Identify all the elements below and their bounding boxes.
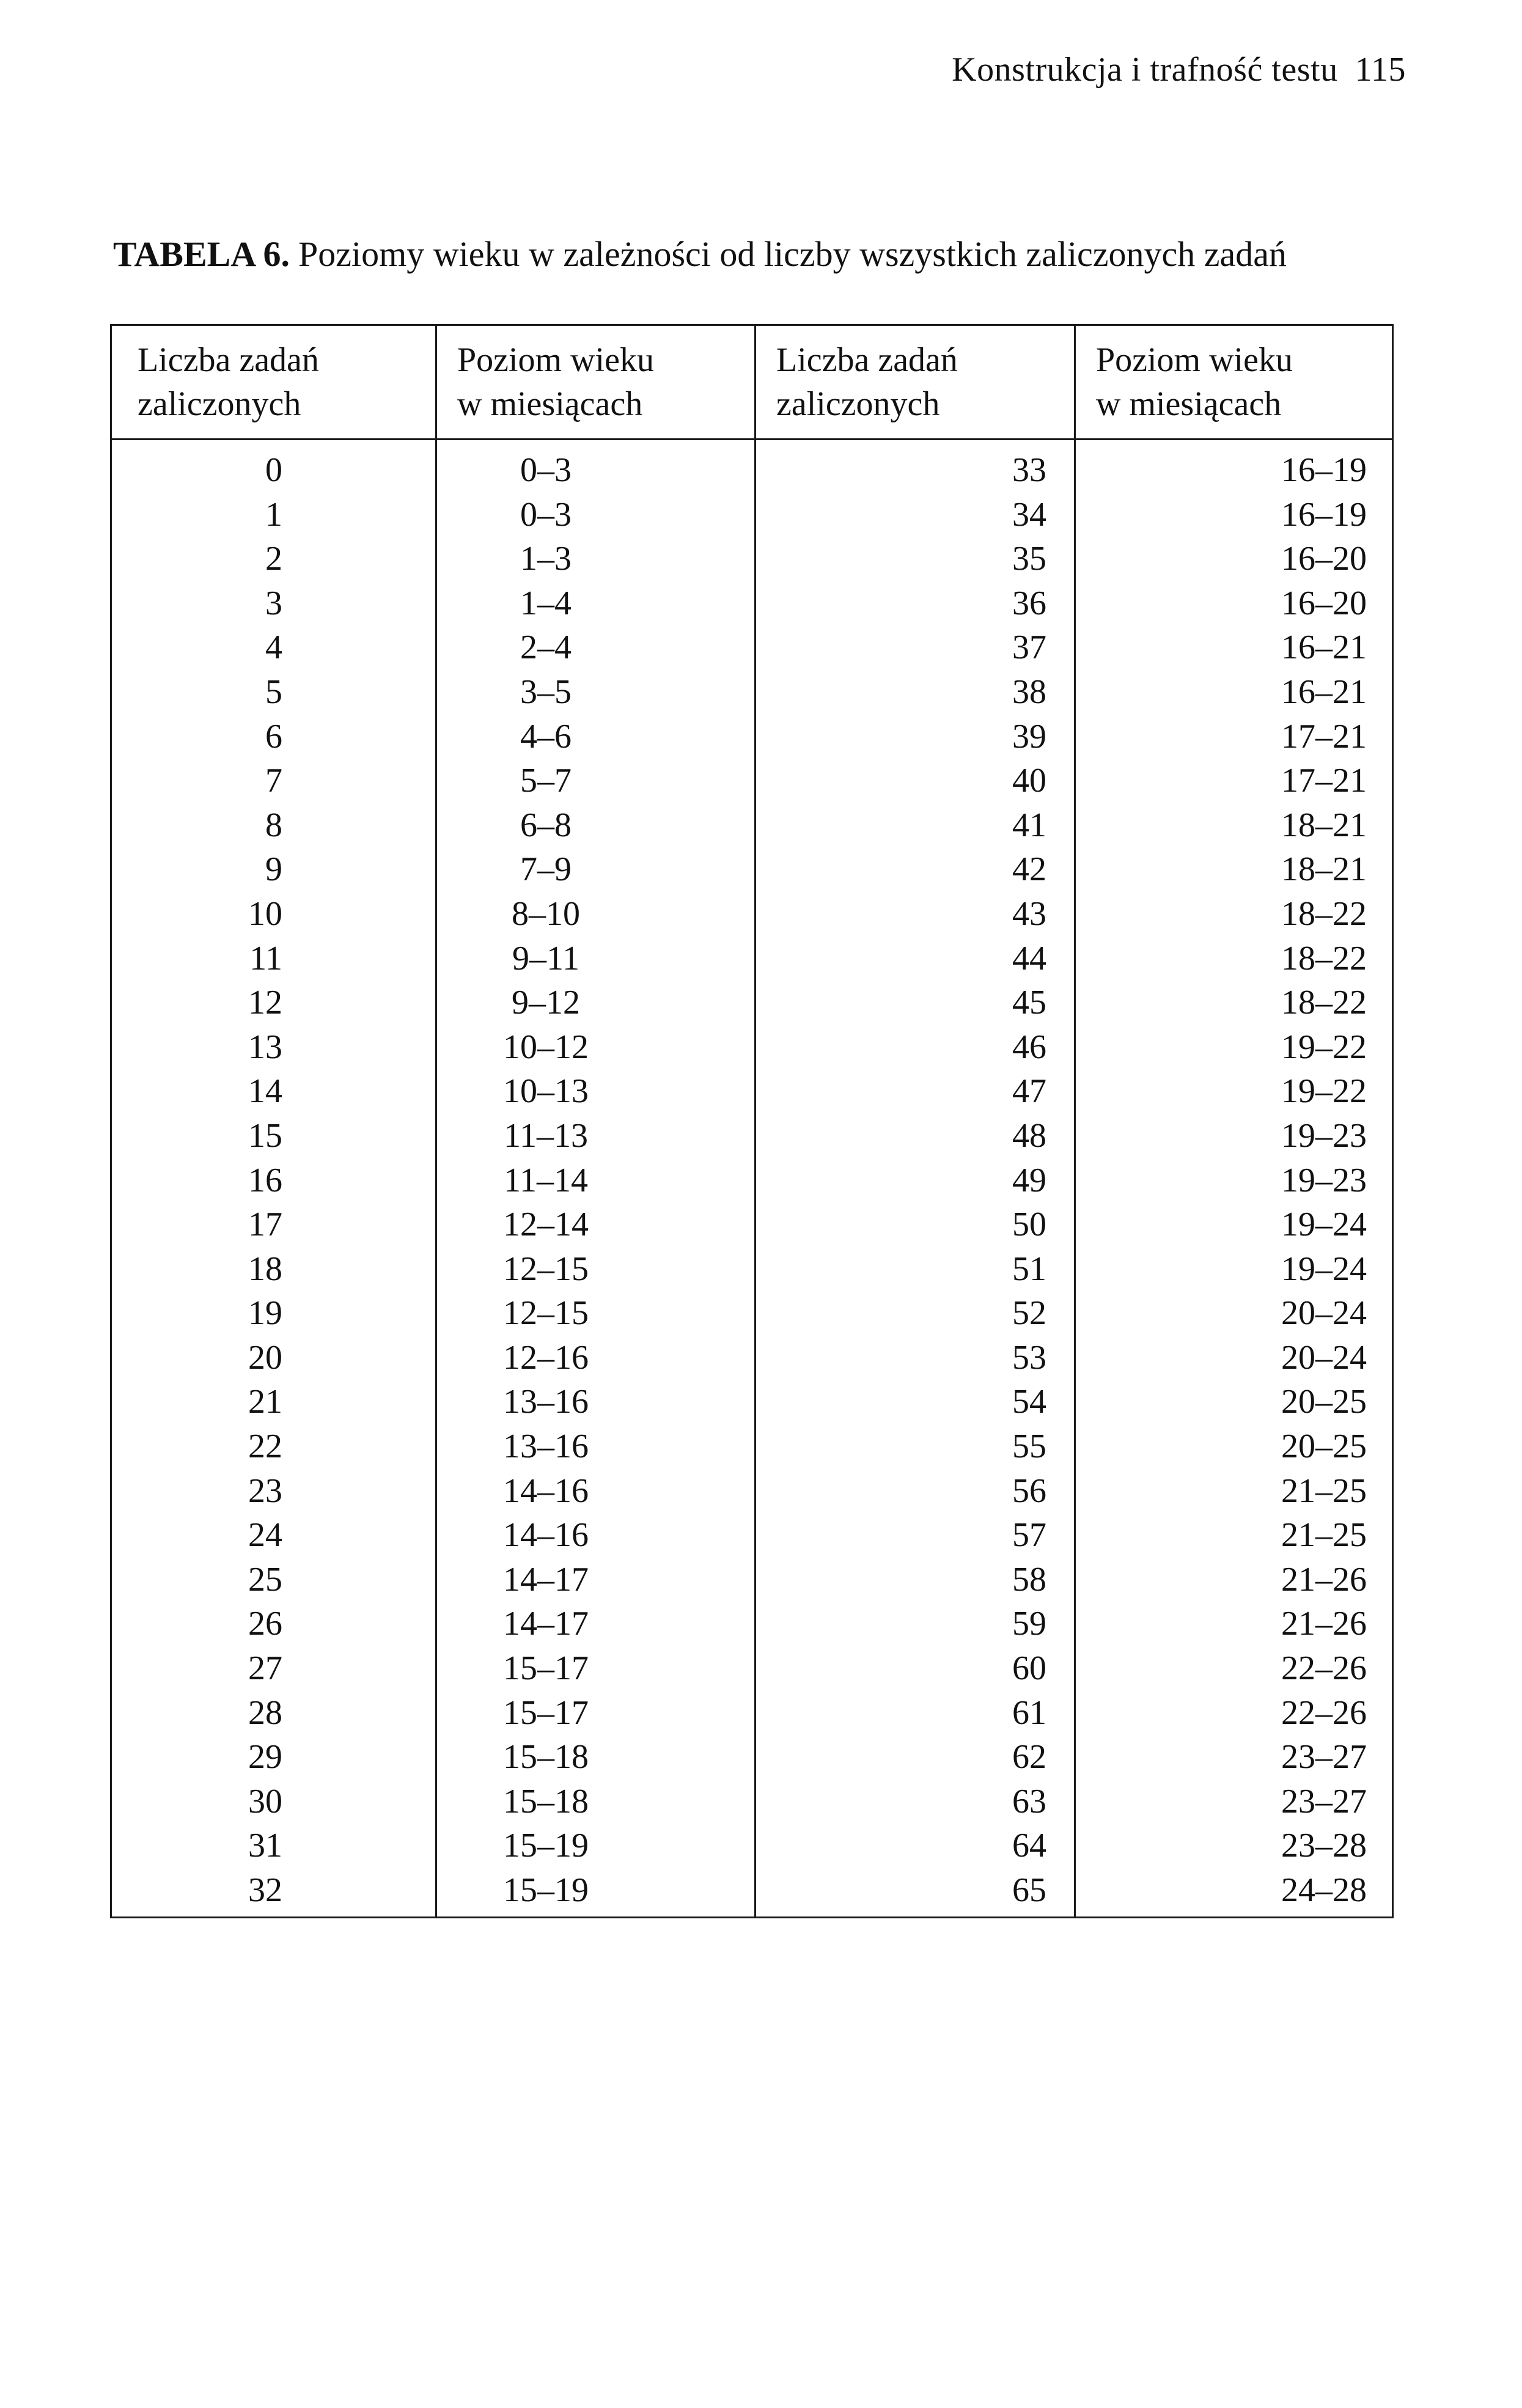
age-level-cell: 20–25	[1281, 1383, 1367, 1421]
tasks-passed-cell: 35	[1012, 540, 1046, 578]
table-row	[112, 759, 1392, 803]
age-level-cell: 19–22	[1281, 1028, 1367, 1066]
tasks-passed-cell: 15	[248, 1116, 282, 1155]
age-level-cell: 13–16	[503, 1427, 589, 1466]
header-tasks-passed-left	[138, 338, 319, 426]
table-row	[112, 493, 1392, 537]
table-row	[112, 1602, 1392, 1646]
age-level-cell: 22–26	[1281, 1649, 1367, 1688]
age-level-cell: 15–17	[503, 1649, 589, 1688]
tasks-passed-cell: 56	[1012, 1471, 1046, 1510]
tasks-passed-cell: 23	[248, 1471, 282, 1510]
tasks-passed-cell: 41	[1012, 806, 1046, 844]
header-line: Poziom wieku	[457, 341, 654, 379]
tasks-passed-cell: 33	[1012, 451, 1046, 489]
age-level-cell: 19–23	[1281, 1161, 1367, 1199]
age-level-cell: 12–15	[503, 1294, 589, 1333]
page-number: 115	[1355, 51, 1406, 89]
age-level-cell: 14–17	[503, 1560, 589, 1599]
age-level-cell: 15–18	[503, 1738, 589, 1777]
tasks-passed-cell: 10	[248, 894, 282, 933]
tasks-passed-cell: 45	[1012, 984, 1046, 1022]
table-caption-text: Poziomy wieku w zależności od liczby wszystkich zaliczonych zadań	[298, 234, 1287, 274]
header-line: Liczba zadań	[776, 341, 958, 379]
tasks-passed-cell: 11	[249, 939, 282, 978]
age-level-cell: 19–22	[1281, 1072, 1367, 1111]
table-row	[112, 1025, 1392, 1070]
tasks-passed-cell: 6	[265, 717, 282, 756]
table-row	[112, 847, 1392, 892]
tasks-passed-cell: 14	[248, 1072, 282, 1111]
tasks-passed-cell: 39	[1012, 717, 1046, 756]
header-rule	[112, 438, 1392, 440]
tasks-passed-cell: 49	[1012, 1161, 1046, 1199]
tasks-passed-cell: 46	[1012, 1028, 1046, 1066]
age-level-cell: 9–11	[512, 939, 579, 978]
header-tasks-passed-right	[776, 338, 958, 426]
tasks-passed-cell: 64	[1012, 1827, 1046, 1865]
tasks-passed-cell: 60	[1012, 1649, 1046, 1688]
age-level-cell: 18–22	[1281, 939, 1367, 978]
tasks-passed-cell: 44	[1012, 939, 1046, 978]
age-level-cell: 18–22	[1281, 894, 1367, 933]
age-level-cell: 16–19	[1281, 495, 1367, 534]
age-level-cell: 14–16	[503, 1516, 589, 1555]
age-level-cell: 2–4	[520, 628, 572, 667]
tasks-passed-cell: 8	[265, 806, 282, 844]
tasks-passed-cell: 13	[248, 1028, 282, 1066]
age-level-cell: 20–25	[1281, 1427, 1367, 1466]
table-row	[112, 1158, 1392, 1203]
age-level-cell: 18–21	[1281, 806, 1367, 844]
age-level-cell: 23–28	[1281, 1827, 1367, 1865]
age-level-cell: 9–12	[512, 984, 580, 1022]
tasks-passed-cell: 54	[1012, 1383, 1046, 1421]
table-row	[112, 1691, 1392, 1736]
table-row	[112, 1114, 1392, 1158]
tasks-passed-cell: 16	[248, 1161, 282, 1199]
tasks-passed-cell: 26	[248, 1605, 282, 1643]
table-row	[112, 1868, 1392, 1913]
table-row	[112, 581, 1392, 626]
age-level-cell: 16–20	[1281, 540, 1367, 578]
tasks-passed-cell: 24	[248, 1516, 282, 1555]
tasks-passed-cell: 7	[265, 762, 282, 800]
tasks-passed-cell: 65	[1012, 1871, 1046, 1909]
tasks-passed-cell: 50	[1012, 1206, 1046, 1244]
tasks-passed-cell: 19	[248, 1294, 282, 1333]
age-level-cell: 7–9	[520, 850, 572, 889]
age-level-cell: 13–16	[503, 1383, 589, 1421]
tasks-passed-cell: 47	[1012, 1072, 1046, 1111]
age-level-cell: 5–7	[520, 762, 572, 800]
tasks-passed-cell: 25	[248, 1560, 282, 1599]
age-level-cell: 11–13	[504, 1116, 588, 1155]
table-row	[112, 1558, 1392, 1602]
age-level-cell: 17–21	[1281, 762, 1367, 800]
age-level-cell: 20–24	[1281, 1338, 1367, 1377]
table-row	[112, 448, 1392, 493]
table-row	[112, 715, 1392, 759]
header-line: Liczba zadań	[138, 341, 319, 379]
age-level-cell: 12–16	[503, 1338, 589, 1377]
age-level-cell: 1–3	[520, 540, 572, 578]
age-level-cell: 8–10	[512, 894, 580, 933]
age-level-cell: 23–27	[1281, 1782, 1367, 1821]
age-level-cell: 23–27	[1281, 1738, 1367, 1777]
tasks-passed-cell: 61	[1012, 1693, 1046, 1732]
tasks-passed-cell: 37	[1012, 628, 1046, 667]
age-level-cell: 16–21	[1281, 628, 1367, 667]
tasks-passed-cell: 28	[248, 1693, 282, 1732]
age-level-cell: 20–24	[1281, 1294, 1367, 1333]
header-line: w miesiącach	[1096, 385, 1282, 423]
tasks-passed-cell: 12	[248, 984, 282, 1022]
age-level-cell: 6–8	[520, 806, 572, 844]
age-level-cell: 18–21	[1281, 850, 1367, 889]
age-level-cell: 24–28	[1281, 1871, 1367, 1909]
table-row	[112, 1824, 1392, 1868]
tasks-passed-cell: 32	[248, 1871, 282, 1909]
table-row	[112, 1247, 1392, 1292]
table-row	[112, 1469, 1392, 1514]
header-age-level-right	[1096, 338, 1293, 426]
age-level-cell: 0–3	[520, 495, 572, 534]
age-level-cell: 15–19	[503, 1827, 589, 1865]
tasks-passed-cell: 55	[1012, 1427, 1046, 1466]
tasks-passed-cell: 20	[248, 1338, 282, 1377]
age-level-cell: 19–24	[1281, 1206, 1367, 1244]
age-level-cell: 10–12	[503, 1028, 589, 1066]
tasks-passed-cell: 29	[248, 1738, 282, 1777]
tasks-passed-cell: 31	[248, 1827, 282, 1865]
tasks-passed-cell: 3	[265, 584, 282, 622]
age-level-cell: 15–19	[503, 1871, 589, 1909]
tasks-passed-cell: 5	[265, 672, 282, 711]
age-level-cell: 15–17	[503, 1693, 589, 1732]
tasks-passed-cell: 43	[1012, 894, 1046, 933]
age-level-cell: 1–4	[520, 584, 572, 622]
age-level-cell: 4–6	[520, 717, 572, 756]
tasks-passed-cell: 27	[248, 1649, 282, 1688]
tasks-passed-cell: 21	[248, 1383, 282, 1421]
table-row	[112, 1336, 1392, 1380]
table-row	[112, 1424, 1392, 1469]
tasks-passed-cell: 40	[1012, 762, 1046, 800]
tasks-passed-cell: 36	[1012, 584, 1046, 622]
tasks-passed-cell: 63	[1012, 1782, 1046, 1821]
age-level-cell: 15–18	[503, 1782, 589, 1821]
table-body	[112, 448, 1392, 1913]
table-caption-label: TABELA 6.	[113, 234, 290, 274]
age-level-cell: 17–21	[1281, 717, 1367, 756]
tasks-passed-cell: 53	[1012, 1338, 1046, 1377]
table-row	[112, 625, 1392, 670]
age-level-cell: 21–26	[1281, 1560, 1367, 1599]
age-level-cell: 16–20	[1281, 584, 1367, 622]
tasks-passed-cell: 58	[1012, 1560, 1046, 1599]
table-row	[112, 1291, 1392, 1336]
tasks-passed-cell: 30	[248, 1782, 282, 1821]
age-level-cell: 12–14	[503, 1206, 589, 1244]
table-row	[112, 1646, 1392, 1691]
age-level-cell: 16–19	[1281, 451, 1367, 489]
age-level-cell: 22–26	[1281, 1693, 1367, 1732]
tasks-passed-cell: 34	[1012, 495, 1046, 534]
tasks-passed-cell: 18	[248, 1250, 282, 1288]
age-level-cell: 0–3	[520, 451, 572, 489]
tasks-passed-cell: 48	[1012, 1116, 1046, 1155]
age-level-table	[110, 324, 1394, 1918]
table-row	[112, 1202, 1392, 1247]
age-level-cell: 12–15	[503, 1250, 589, 1288]
tasks-passed-cell: 17	[248, 1206, 282, 1244]
header-age-level-left	[457, 338, 654, 426]
tasks-passed-cell: 42	[1012, 850, 1046, 889]
table-row	[112, 1380, 1392, 1424]
tasks-passed-cell: 52	[1012, 1294, 1046, 1333]
age-level-cell: 3–5	[520, 672, 572, 711]
header-line: Poziom wieku	[1096, 341, 1293, 379]
tasks-passed-cell: 62	[1012, 1738, 1046, 1777]
table-row	[112, 937, 1392, 981]
age-level-cell: 11–14	[504, 1161, 588, 1199]
tasks-passed-cell: 22	[248, 1427, 282, 1466]
tasks-passed-cell: 1	[265, 495, 282, 534]
age-level-cell: 19–24	[1281, 1250, 1367, 1288]
header-line: zaliczonych	[138, 385, 301, 423]
header-line: w miesiącach	[457, 385, 643, 423]
table-row	[112, 537, 1392, 581]
tasks-passed-cell: 51	[1012, 1250, 1046, 1288]
age-level-cell: 16–21	[1281, 672, 1367, 711]
table-row	[112, 981, 1392, 1025]
table-caption	[113, 234, 1287, 274]
tasks-passed-cell: 9	[265, 850, 282, 889]
table-row	[112, 1780, 1392, 1824]
tasks-passed-cell: 2	[265, 540, 282, 578]
tasks-passed-cell: 38	[1012, 672, 1046, 711]
age-level-cell: 21–25	[1281, 1471, 1367, 1510]
age-level-cell: 14–16	[503, 1471, 589, 1510]
table-row	[112, 803, 1392, 848]
running-header	[952, 50, 1406, 89]
header-line: zaliczonych	[776, 385, 940, 423]
tasks-passed-cell: 0	[265, 451, 282, 489]
age-level-cell: 18–22	[1281, 984, 1367, 1022]
table-row	[112, 1069, 1392, 1114]
running-header-title: Konstrukcja i trafność testu	[952, 51, 1338, 89]
table-row	[112, 1735, 1392, 1780]
tasks-passed-cell: 57	[1012, 1516, 1046, 1555]
age-level-cell: 19–23	[1281, 1116, 1367, 1155]
tasks-passed-cell: 59	[1012, 1605, 1046, 1643]
age-level-cell: 14–17	[503, 1605, 589, 1643]
tasks-passed-cell: 4	[265, 628, 282, 667]
age-level-cell: 21–26	[1281, 1605, 1367, 1643]
table-row	[112, 892, 1392, 937]
age-level-cell: 10–13	[503, 1072, 589, 1111]
table-row	[112, 670, 1392, 715]
table-row	[112, 1513, 1392, 1558]
age-level-cell: 21–25	[1281, 1516, 1367, 1555]
